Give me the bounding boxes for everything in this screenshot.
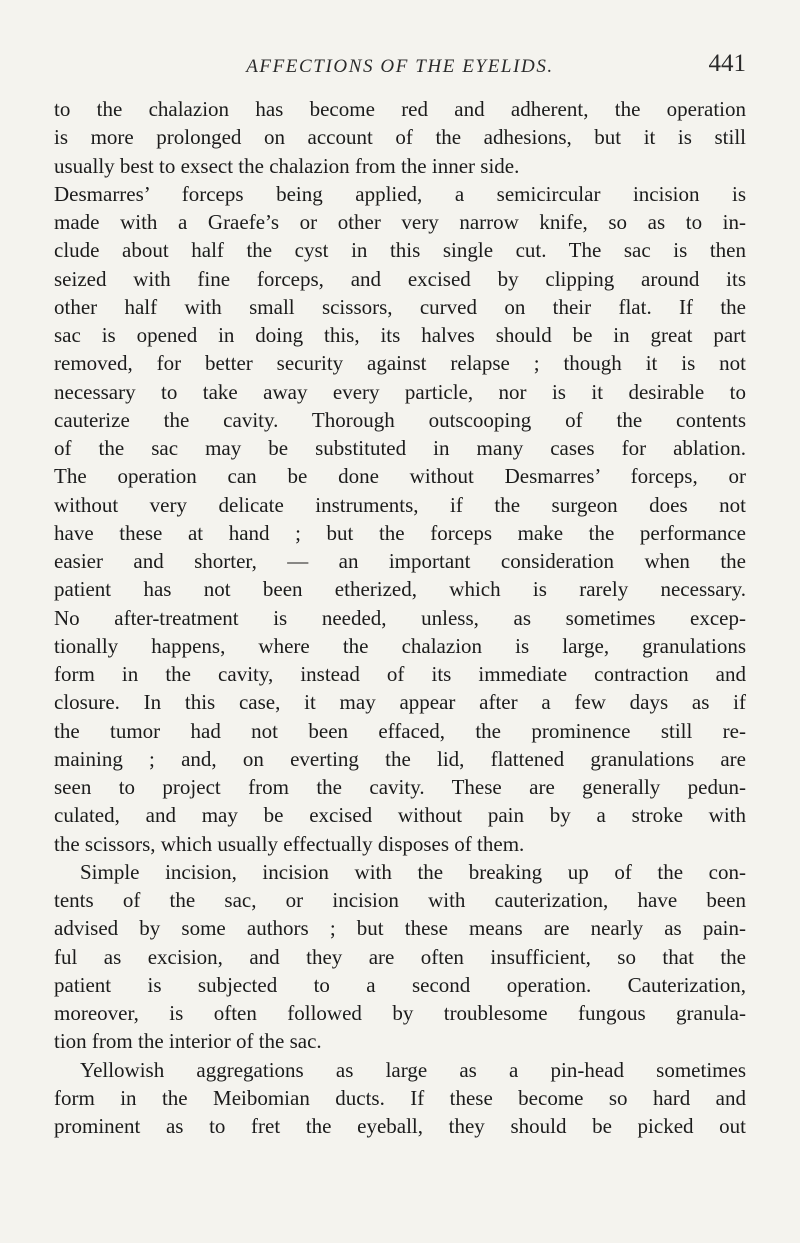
text-line: prominent as to fret the eyeball, they should be picked out: [54, 1114, 746, 1138]
text-line: is more prolonged on account of the adhesions, but it is still: [54, 125, 746, 150]
text-line: advised by some authors ; but these means are nearly as pain-: [54, 916, 746, 941]
page-header: [54, 50, 746, 88]
text-line: tion from the interior of the sac.: [54, 1029, 322, 1054]
text-line: maining ; and, on everting the lid, flattened granulations are: [54, 746, 746, 771]
text-line: the scissors, which usually effectually disposes of them.: [54, 831, 525, 856]
text-line: have these at hand ; but the forceps make the performance: [54, 520, 746, 545]
text-line: Simple incision, incision with the breaking up of the con-: [80, 859, 746, 884]
text-line: seized with fine forceps, and excised by clipping around its: [54, 266, 746, 291]
text-line: ful as excision, and they are often insufficient, so that the: [54, 944, 746, 969]
text-line: form in the Meibomian ducts. If these become so hard and: [54, 1085, 746, 1110]
text-line: culated, and may be excised without pain by a stroke with: [54, 803, 746, 828]
text-line: closure. In this case, it may appear after a few days as if: [54, 690, 746, 715]
text-line: to the chalazion has become red and adherent, the operation: [54, 97, 746, 121]
text-line: without very delicate instruments, if the surgeon does not: [54, 492, 746, 517]
text-line: clude about half the cyst in this single cut. The sac is then: [54, 238, 746, 263]
text-line: No after-treatment is needed, unless, as sometimes excep-: [54, 605, 746, 630]
text-line: tents of the sac, or incision with cauterization, have been: [54, 888, 746, 912]
text-line: the tumor had not been effaced, the prominence still re-: [54, 718, 746, 743]
text-line: tionally happens, where the chalazion is large, granulations: [54, 633, 746, 658]
text-line: Desmarres’ forceps being applied, a semicircular incision is: [54, 181, 746, 206]
text-line: form in the cavity, instead of its immediate contraction and: [54, 662, 746, 686]
text-line: patient is subjected to a second operation. Cauterization,: [54, 972, 746, 997]
text-line: Yellowish aggregations as large as a pin-head sometimes: [80, 1057, 746, 1082]
text-line: moreover, is often followed by troublesome fungous granula-: [54, 1001, 746, 1025]
text-line: patient has not been etherized, which is rarely necessary.: [54, 577, 746, 602]
page-number: 441: [708, 50, 746, 77]
text-line: of the sac may be substituted in many cases for ablation.: [54, 436, 746, 460]
text-line: removed, for better security against relapse ; though it is not: [54, 351, 746, 376]
text-line: made with a Graefe’s or other very narrow knife, so as to in-: [54, 210, 746, 234]
running-head: AFFECTIONS OF THE EYELIDS.: [246, 56, 554, 77]
text-line: cauterize the cavity. Thorough outscooping of the contents: [54, 407, 746, 432]
text-line: easier and shorter, — an important consideration when the: [54, 549, 746, 573]
body-text: [54, 95, 746, 1140]
text-line: other half with small scissors, curved on their flat. If the: [54, 294, 746, 319]
text-line: seen to project from the cavity. These are generally pedun-: [54, 775, 746, 799]
text-line: usually best to exsect the chalazion from the inner side.: [54, 153, 520, 178]
text-line: necessary to take away every particle, nor is it desirable to: [54, 379, 746, 404]
text-line: The operation can be done without Desmarres’ forceps, or: [54, 464, 746, 489]
text-line: sac is opened in doing this, its halves should be in great part: [54, 323, 746, 347]
